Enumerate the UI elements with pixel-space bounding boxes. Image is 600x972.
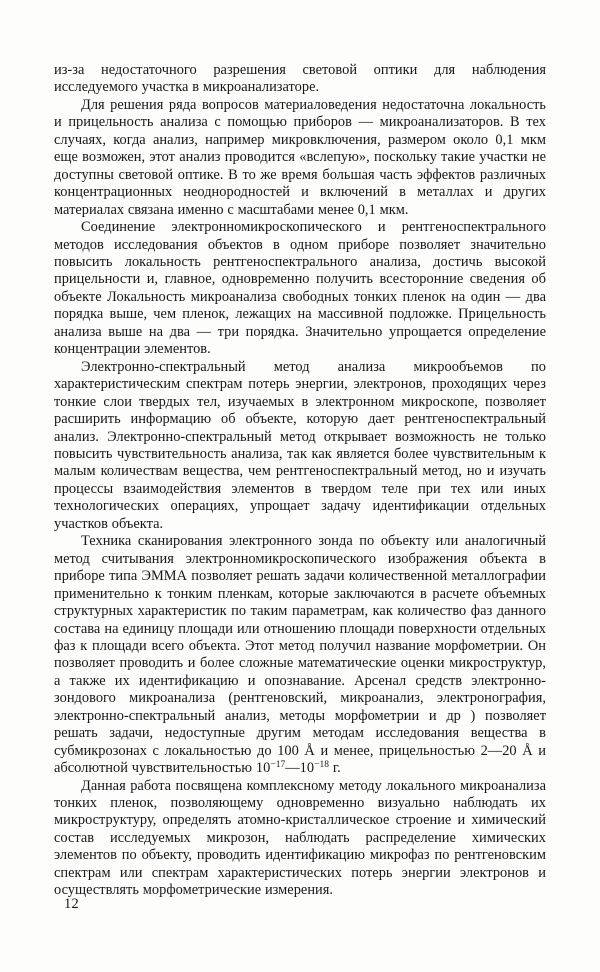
- exponent-minus-18: −18: [314, 760, 330, 771]
- paragraph-continuation: из-за недостаточного разрешения световой оптики для наблюдения исследуемого участка в микроанализаторе.: [54, 62, 546, 96]
- paragraph-5-math-middle: —10: [285, 760, 315, 777]
- body-text-column: [54, 62, 546, 900]
- page-number: 12: [64, 896, 79, 912]
- paragraph-5: [54, 533, 546, 777]
- paragraph-5-math-prefix: до 100 Å и менее, прицельностью 2—20 Å и абсолютной чувствительностью 10: [54, 742, 546, 777]
- paragraph-5-body: Техника сканирования электронного зонда по объекту или аналогичный метод считывания электронномикроскопического изображения объекта в приборе типа ЭММА позволяет решать задачи количественной металлографии применительно к тонким пленкам, которые заключаются в расчете объемных структурных характеристик по таким параметрам, как количество фаз данного состава на единицу площади или отношению площади поверхности отдельных фаз к площади всего объекта. Этот метод получил название морфометрии. Он позволяет проводить и более сложные математические оценки микроструктур, а также их идентификацию и опознавание. Арсенал средств электронно-зондового микроанализа (рентгеновский, микроанализ, электронография, электронно-спектральный анализ, методы морфометрии и др ) позволяет решать задачи, недоступные другим методам исследования вещества в субмикрозонах с локальностью: [54, 533, 546, 759]
- paragraph-3: Соединение электронномикроскопического и рентгеноспектрального методов исследования объектов в одном приборе позволяет значительно повысить локальность рентгеноспектрального анализа, достичь высокой прицельности и, главное, одновременно получить всесторонние сведения об объекте Локальность микроанализа свободных тонких пленок на один — два порядка выше, чем пленок, лежащих на массивной подложке. Прицельность анализа выше на два — три порядка. Значительно упрощается определение концентрации элементов.: [54, 219, 546, 358]
- exponent-minus-17: −17: [270, 760, 286, 771]
- paragraph-6: Данная работа посвящена комплексному методу локального микроанализа тонких пленок, позволяющему одновременно визуально наблюдать их микроструктуру, определять атомно-кристаллическое строение и химический состав исследуемых микрозон, наблюдать распределение химических элементов по объекту, проводить идентификацию микрофаз по рентгеновским спектрам или спектрам характеристических потерь энергии электронов и осуществлять морфометрические измерения.: [54, 777, 546, 899]
- paragraph-2: Для решения ряда вопросов материаловедения недостаточна локальность и прицельность анализа с помощью приборов — микроанализаторов. В тех случаях, когда анализ, например микровключения, размером около 0,1 мкм еще возможен, этот анализ проводится «вслепую», поскольку такие участки не доступны световой оптике. В то же время большая часть эффектов различных концентрационных неоднородностей и включений в металлах и других материалах связана именно с масштабами менее 0,1 мкм.: [54, 96, 546, 218]
- paragraph-5-math-suffix: г.: [329, 760, 341, 777]
- paragraph-4: Электронно-спектральный метод анализа микрообъемов по характеристическим спектрам потерь энергии, электронов, проходящих через тонкие слои твердых тел, изучаемых в электронном микроскопе, позволяет расширить информацию об объекте, которую дает рентгеноспектральный анализ. Электронно-спектральный метод открывает возможность не только повысить чувствительность анализа, так как является более чувствительным к малым количествам вещества, чем рентгеноспектральный метод, но и изучать процессы взаимодействия элементов в твердом теле при тех или иных технологических операциях, упрощает задачу идентификации отдельных участков объекта.: [54, 358, 546, 532]
